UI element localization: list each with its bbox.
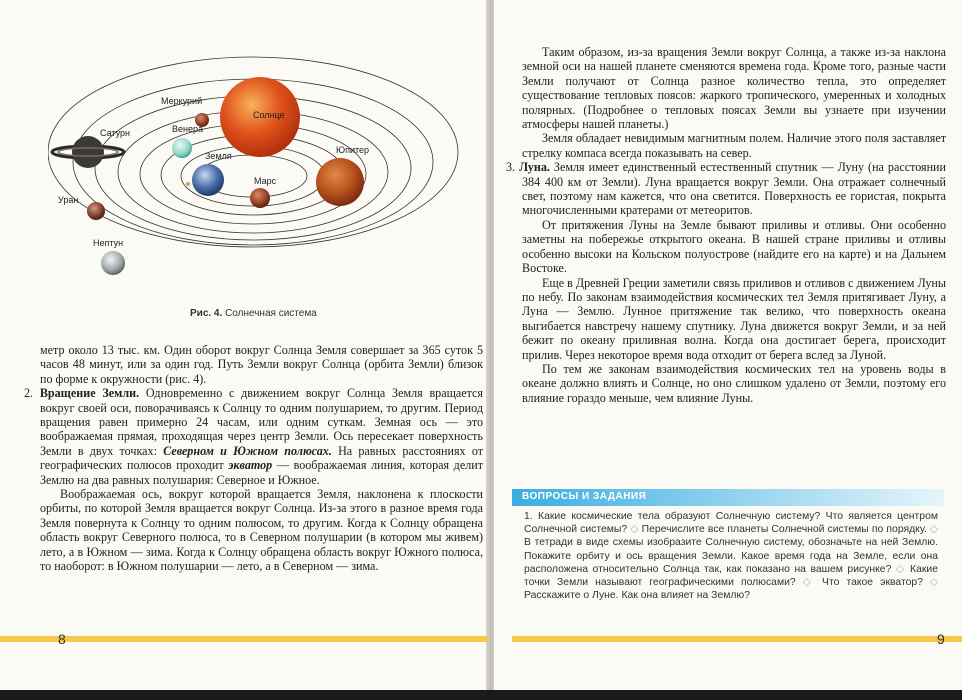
left-body-text: [24, 343, 483, 574]
label-saturn: Сатурн: [100, 128, 131, 138]
right-para-1: Таким образом, из-за вращения Земли вокруг Солнца, а также из-за наклона земной оси на нашей планете сменяются времена года. Кроме того, разные части Земли получают от Солнца разное количество тепла, это определяет существование тепловых поясов: жаркого тропического, умеренных и холодных полярных. (Подробнее о тепловых поясах Земли вы узнаете при изучении атмосферы нашей планеты.): [522, 45, 946, 132]
question-separator-icon: ◇: [802, 577, 815, 589]
page-number-right: 9: [937, 631, 945, 647]
section-2-number: 2.: [24, 386, 34, 401]
question-1: Какие космические тела образуют Солнечную систему? Что является центром Солнечной системы?: [524, 511, 938, 536]
label-venus: Венера: [172, 124, 203, 134]
figure-caption: [190, 308, 317, 319]
label-mars: Марс: [254, 176, 277, 186]
left-para-3: Воображаемая ось, вокруг которой вращается Земля, наклонена к плоскости орбиты, по которой Земля вращается вокруг Солнца. Из-за этого в разное время года Земля повернута к Солнцу то одним полюсом, то другим. Когда к Солнцу обращена область вокруг Северного полюса, то в Северном полушарии (в котором мы живем) лето, а в Южном — зима. Когда к Солнцу обращена область вокруг Южного полюса, то наоборот: в Южном полушарии — лето, а в Северном — зима.: [40, 487, 483, 574]
section-3-title: Луна.: [519, 160, 550, 175]
label-jupiter: Юпитер: [336, 145, 370, 155]
poles-term: Северном и Южном полюсах.: [163, 443, 332, 458]
solar-system-figure: [48, 52, 478, 314]
earth-icon: [192, 164, 224, 196]
question-separator-icon: ◇: [630, 524, 639, 536]
label-uranus: Уран: [58, 195, 79, 205]
caption-prefix: Рис. 4.: [190, 308, 223, 319]
uranus-icon: [87, 202, 105, 220]
left-para-1: метр около 13 тыс. км. Один оборот вокруг Солнца Земля совершает за 365 суток 5 часов 48 минут, или за один год. Путь Земли вокруг Солнца (орбита Земли) близок по форме к окружности (рис. 4).: [40, 343, 483, 386]
questions-list: [512, 506, 944, 602]
section-2-text-c: — воображаемая линия, которая делит Землю на два равных полушария: Северное и Южное.: [40, 458, 483, 487]
section-2-title: Вращение Земли.: [39, 386, 140, 401]
question-5: Что такое экватор?: [822, 577, 923, 589]
question-3: В тетради в виде схемы изобразите Солнечную систему, обозначьте на ней Землю. Покажите орбиту и ось вращения Земли. Какое время года на Земле, если она расположена относительно Солнца так, как показано на вашем рисунке?: [524, 537, 938, 575]
bottom-edge: [0, 690, 962, 700]
moon-icon: [186, 182, 190, 186]
section-2: [24, 386, 483, 487]
questions-box: [512, 489, 944, 621]
footer-bar-left: [0, 636, 488, 642]
jupiter-icon: [316, 158, 364, 206]
question-separator-icon: ◇: [895, 563, 906, 575]
question-separator-icon: ◇: [930, 524, 939, 536]
question-6: Расскажите о Луне. Как она влияет на Землю?: [524, 590, 750, 602]
right-para-6: По тем же законам взаимодействия космических тел на уровень воды в океане должно влиять и Солнце, но оно слишком удалено от Земли, поэтому его влияние гораздо меньше, чем влияние Луны.: [522, 361, 946, 405]
right-body-text: [506, 45, 946, 405]
question-2: Перечислите все планеты Солнечной системы по порядку.: [641, 524, 927, 536]
section-2-text-b: На равных расстояниях от географических полюсов проходит: [40, 443, 483, 473]
saturn-icon: [52, 136, 124, 168]
label-earth: Земля: [205, 151, 232, 161]
label-neptune: Нептун: [93, 238, 124, 248]
label-mercury: Меркурий: [161, 96, 203, 106]
page-number-left: 8: [58, 631, 66, 647]
footer-bar-right: [512, 636, 962, 642]
section-3-number: 3.: [506, 160, 516, 175]
right-para-5: Еще в Древней Греции заметили связь приливов и отливов с движением Луны по небу. По законам взаимодействия космических тел Земля притягивает Луну, а Луна — Землю. Лунное притяжение так велико, что поверхность океана выгибается навстречу нашему спутнику. Луна движется вокруг Земли, и за ней бежит по океану приливная волна. Когда она достигает берега, происходит прилив. Через некоторое время вода отходит от берега вслед за Луной.: [522, 275, 946, 362]
right-para-4: От притяжения Луны на Земле бывают приливы и отливы. Они особенно заметны на побережье открытого океана. В нашей стране приливы и отливы особенно высоки на Кольском полуострове (найдите его на карте) и на Дальнем Востоке.: [522, 217, 946, 276]
questions-header: ВОПРОСЫ И ЗАДАНИЯ: [512, 489, 944, 506]
question-marker: 1.: [524, 511, 533, 522]
neptune-icon: [101, 251, 125, 275]
mars-icon: [250, 188, 270, 208]
section-2-text-a: Одновременно с движением вокруг Солнца Земля вращается вокруг своей оси, поворачиваясь к Солнцу то одним полушарием, то другим. Период вращения равен примерно 24 часам, или одним суткам. Земная ось — это воображаемая прямая, проходящая через центр Земли. Ось пересекает поверхность Земли в двух точках:: [40, 386, 483, 458]
right-para-2: Земля обладает невидимым магнитным полем. Наличие этого поля заставляет стрелку компаса всегда показывать на север.: [522, 131, 946, 160]
section-3: [506, 160, 946, 218]
section-3-text: Земля имеет единственный естественный спутник — Луну (на расстоянии 384 400 км от Земли). Луна вращается вокруг Земли. Она отражает солнечный свет, поэтому нам кажется, что она светится. Поверхность ее гористая, покрыта многочисленными кратерами от метеоритов.: [522, 160, 946, 218]
label-sun: Солнце: [253, 110, 285, 120]
question-separator-icon: ◇: [930, 577, 939, 589]
venus-icon: [172, 138, 192, 158]
question-4: Какие точки Земли называют географическими полюсами?: [524, 563, 938, 589]
caption-text: Солнечная система: [225, 308, 317, 319]
equator-term: экватор: [228, 458, 273, 473]
